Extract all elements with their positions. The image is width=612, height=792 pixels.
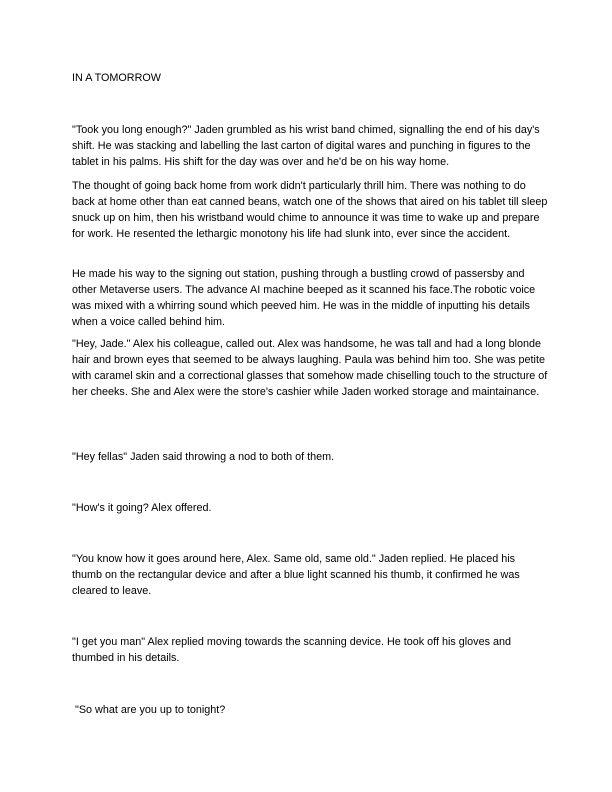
paragraph-1: "Took you long enough?" Jaden grumbled as his wrist band chimed, signalling the end of his day's shift. He was stacking and labelling the last carton of digital wares and punching in figures to the tablet in his palms. His shift for the day was over and he'd be on his way home. — [72, 124, 540, 168]
document-title: IN A TOMORROW — [72, 72, 161, 84]
paragraph-5: "Hey fellas" Jaden said throwing a nod to both of them. — [72, 451, 335, 463]
paragraph-3: He made his way to the signing out station, pushing through a bustling crowd of passersby and other Metaverse users. The advance AI machine beeped as it scanned his face.The robotic voice was mixed with a whirring sound which peeved him. He was in the middle of inputting his details when a voice called behind him. — [72, 268, 536, 328]
paragraph-8: "I get you man" Alex replied moving towards the scanning device. He took off his gloves and thumbed in his details. — [72, 636, 511, 664]
paragraph-7: "You know how it goes around here, Alex. Same old, same old." Jaden replied. He placed his thumb on the rectangular device and after a blue light scanned his thumb, it confirmed he was cleared to leave. — [72, 553, 520, 597]
paragraph-4: "Hey, Jade." Alex his colleague, called out. Alex was handsome, he was tall and had a long blonde hair and brown eyes that seemed to be always laughing. Paula was behind him too. She was petite with caramel skin and a correctional glasses that somehow made chiselling touch to the structure of her cheeks. She and Alex were the store's cashier while Jaden worked storage and maintainance. — [72, 338, 548, 398]
paragraph-2: The thought of going back home from work didn't particularly thrill him. There was nothing to do back at home other than eat canned beans, watch one of the shows that aired on his tablet till sleep snuck up on him, then his wristband would chime to announce it was time to wake up and prepare for work. He resented the lethargic monotony his life had slunk into, ever since the accident. — [72, 180, 548, 240]
paragraph-6: "How's it going? Alex offered. — [72, 502, 212, 514]
paragraph-9: "So what are you up to tonight? — [72, 704, 226, 716]
